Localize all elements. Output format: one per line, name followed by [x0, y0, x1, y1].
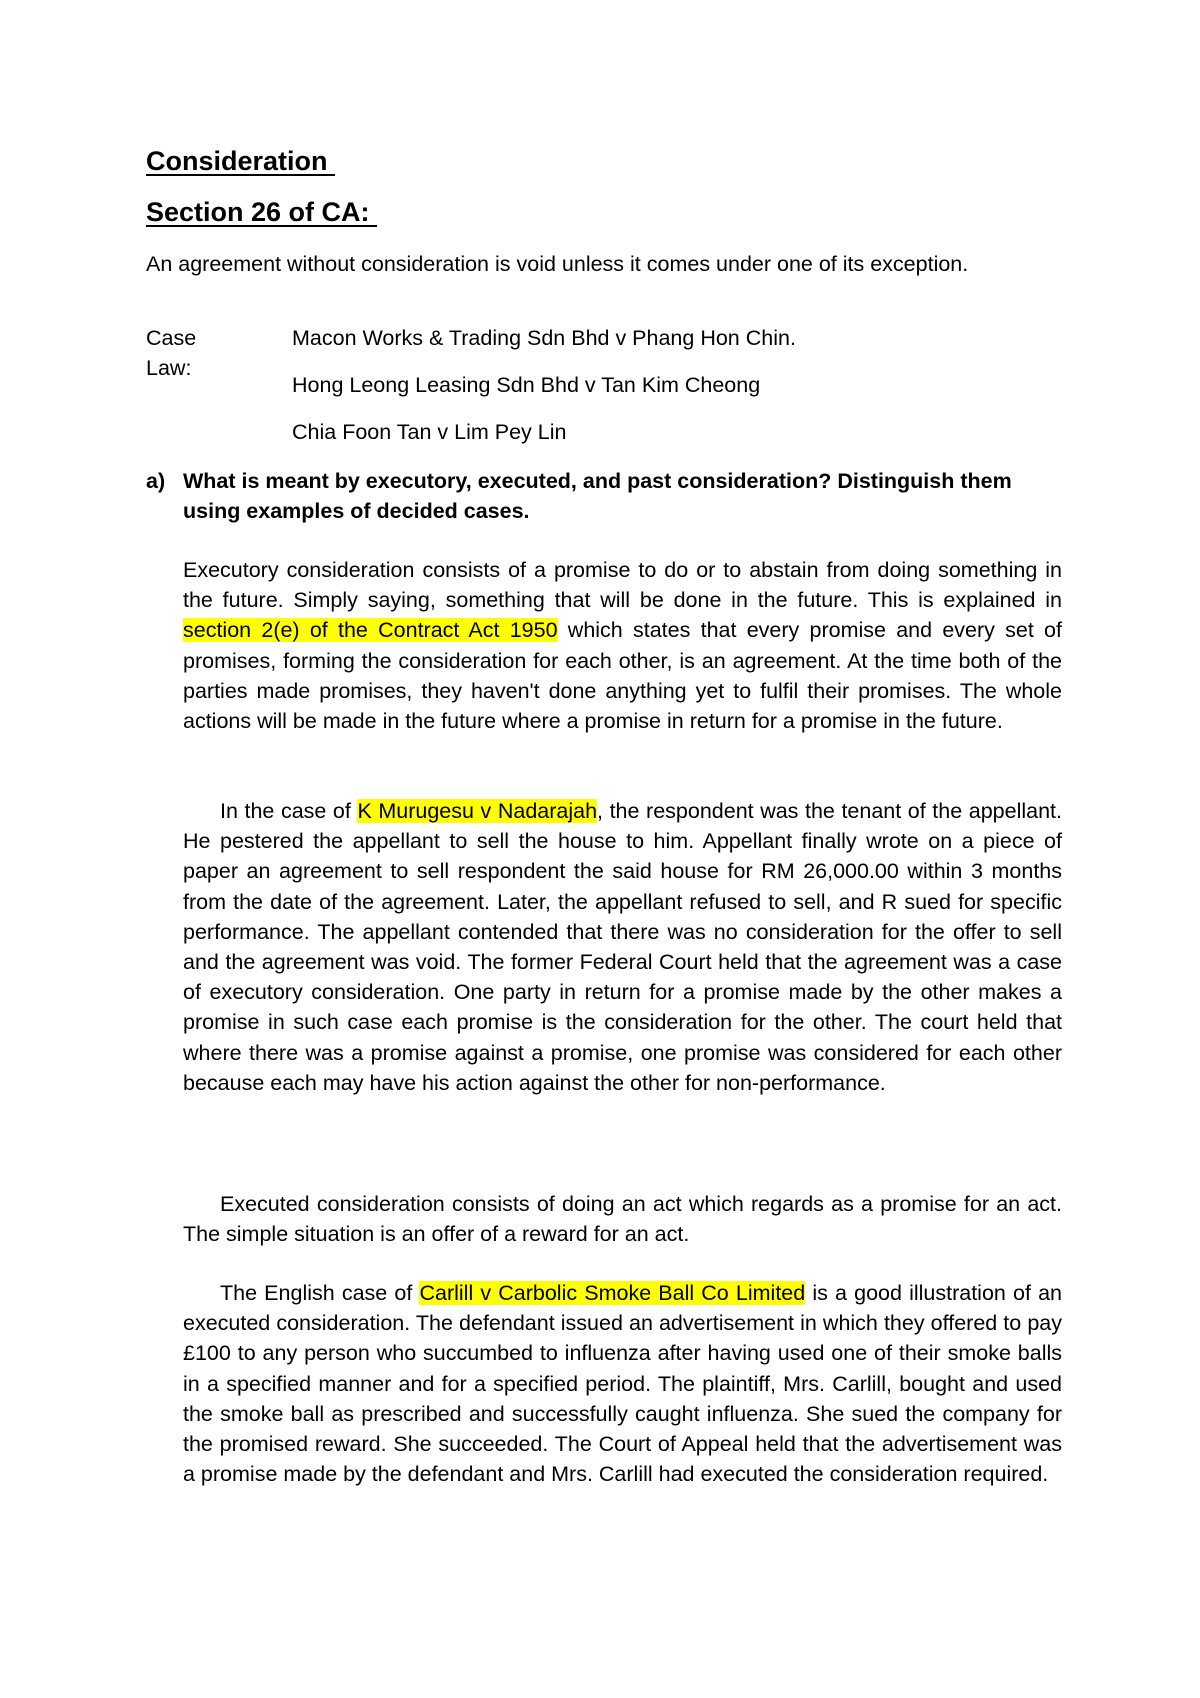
paragraph-carlill-case	[183, 1278, 1062, 1489]
paragraph-executed	[183, 1189, 1062, 1249]
paragraph-text: , the respondent was the tenant of the appellant. He pestered the appellant to sell the house to him. Appellant finally wrote on a piece of paper an agreement to sell respondent the said house for RM 26,000.00 within 3 months from the date of the agreement. Later, the appellant refused to sell, and R sued for specific performance. The appellant contended that there was no consideration for the offer to sell and the agreement was void. The former Federal Court held that the agreement was a case of executory consideration. One party in return for a promise made by the other makes a promise in such case each promise is the consideration for the other. The court held that where there was a promise against a promise, one promise was considered for each other because each may have his action against the other for non-performance.	[183, 799, 1062, 1095]
highlighted-case-name: Carlill v Carbolic Smoke Ball Co Limited	[419, 1281, 806, 1305]
case-law-item: Macon Works & Trading Sdn Bhd v Phang Hon Chin.	[292, 326, 796, 350]
highlighted-statute: section 2(e) of the Contract Act 1950	[183, 618, 558, 643]
paragraph-text: Executed consideration consists of doing an act which regards as a promise for an act. The simple situation is an offer of a reward for an act.	[183, 1192, 1062, 1247]
paragraph-text: which states that every promise and every set of promises, forming the consideration for each other, is an agreement. At the time both of the parties made promises, they haven't done anything yet to fulfil their promises. The whole actions will be made in the future where a promise in return for a promise in the future.	[183, 618, 1062, 734]
paragraph-text: is a good illustration of an executed consideration. The defendant issued an advertisement in which they offered to pay £100 to any person who succumbed to influenza after having used one of their smoke balls in a specified manner and for a specified period. The plaintiff, Mrs. Carlill, bought and used the smoke ball as prescribed and successfully caught influenza. She sued the company for the promised reward. She succeeded. The Court of Appeal held that the advertisement was a promise made by the defendant and Mrs. Carlill had executed the consideration required.	[183, 1281, 1062, 1487]
paragraph-executory	[183, 555, 1062, 736]
highlighted-case-name: K Murugesu v Nadarajah	[357, 799, 598, 823]
case-law-label: Case Law:	[146, 326, 197, 380]
case-law-item: Chia Foon Tan v Lim Pey Lin	[292, 420, 567, 444]
paragraph-murugesu-case	[183, 796, 1062, 1098]
document-title: Consideration	[146, 146, 336, 176]
section-heading: Section 26 of CA:	[146, 197, 378, 227]
paragraph-text: The English case of	[220, 1281, 420, 1305]
paragraph-text: Executory consideration consists of a promise to do or to abstain from doing something in the future. Simply saying, something that will be done in the future. This is explained in	[183, 558, 1062, 613]
intro-paragraph: An agreement without consideration is void unless it comes under one of its exception.	[146, 252, 969, 276]
question-text: What is meant by executory, executed, and past consideration? Distinguish them using examples of decided cases.	[183, 469, 1012, 523]
question-marker: a)	[146, 469, 166, 493]
case-law-item: Hong Leong Leasing Sdn Bhd v Tan Kim Cheong	[292, 373, 761, 397]
paragraph-text: In the case of	[220, 799, 358, 823]
